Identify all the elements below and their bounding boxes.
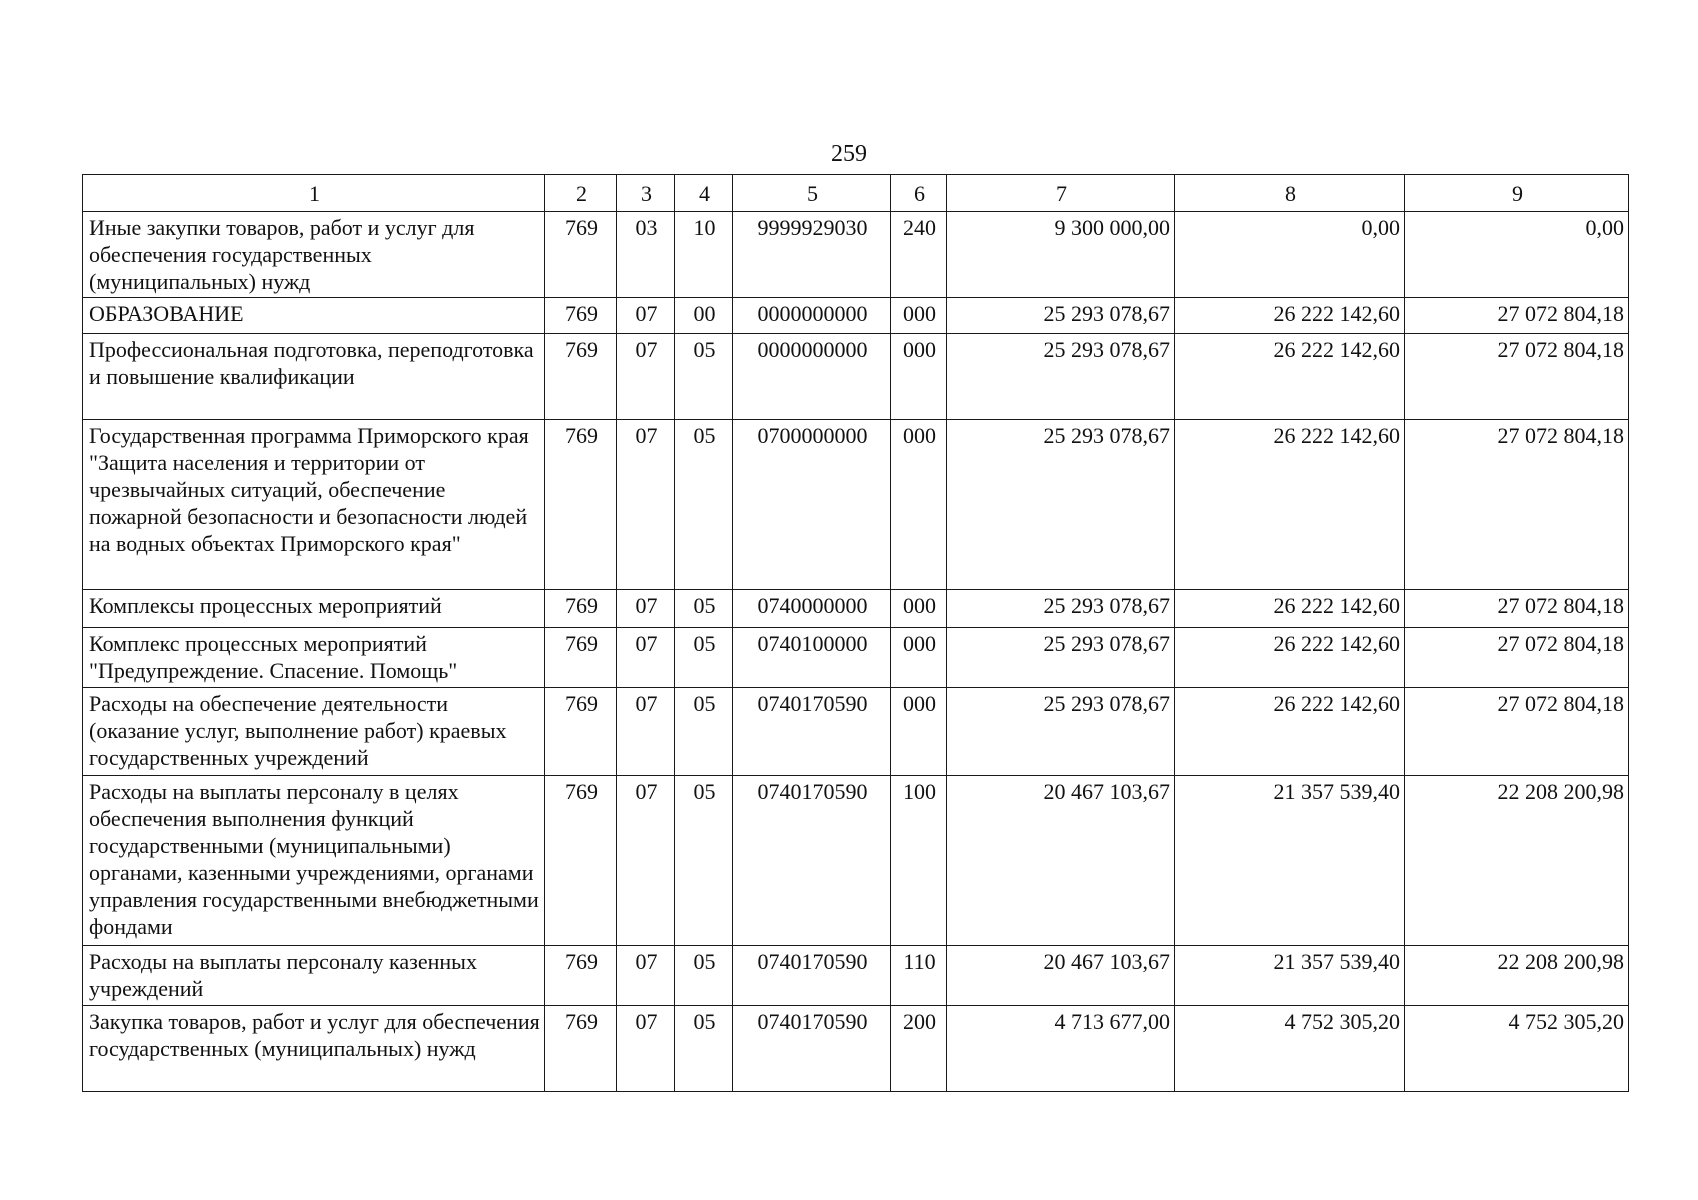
expense-type-code: 000 xyxy=(891,298,947,334)
expense-type-code: 000 xyxy=(891,420,947,590)
budget-table xyxy=(82,174,1629,1092)
expense-type-code: 000 xyxy=(891,628,947,688)
row-name: ОБРАЗОВАНИЕ xyxy=(83,298,545,334)
target-article-code: 0740170590 xyxy=(733,688,891,776)
amount-col-9: 0,00 xyxy=(1405,212,1629,298)
section-code: 07 xyxy=(617,298,675,334)
amount-col-8: 21 357 539,40 xyxy=(1175,776,1405,946)
column-header-8: 8 xyxy=(1175,175,1405,212)
amount-col-7: 25 293 078,67 xyxy=(947,334,1175,420)
column-header-5: 5 xyxy=(733,175,891,212)
subsection-code: 10 xyxy=(675,212,733,298)
table-row xyxy=(83,628,1629,688)
amount-col-7: 4 713 677,00 xyxy=(947,1006,1175,1092)
section-code: 07 xyxy=(617,590,675,628)
amount-col-8: 4 752 305,20 xyxy=(1175,1006,1405,1092)
subsection-code: 05 xyxy=(675,1006,733,1092)
amount-col-9: 27 072 804,18 xyxy=(1405,298,1629,334)
row-name: Расходы на выплаты персоналу в целях обеспечения выполнения функций государственными (муниципальными) органами, казенными учреждениями, органами управления государственными внебюджетными фондами xyxy=(83,776,545,946)
subsection-code: 05 xyxy=(675,776,733,946)
table-row xyxy=(83,334,1629,420)
subsection-code: 05 xyxy=(675,946,733,1006)
target-article-code: 0740100000 xyxy=(733,628,891,688)
row-name: Комплексы процессных мероприятий xyxy=(83,590,545,628)
subsection-code: 00 xyxy=(675,298,733,334)
subsection-code: 05 xyxy=(675,334,733,420)
admin-code: 769 xyxy=(545,298,617,334)
expense-type-code: 000 xyxy=(891,688,947,776)
subsection-code: 05 xyxy=(675,688,733,776)
amount-col-7: 25 293 078,67 xyxy=(947,688,1175,776)
section-code: 07 xyxy=(617,1006,675,1092)
column-header-3: 3 xyxy=(617,175,675,212)
section-code: 07 xyxy=(617,628,675,688)
section-code: 03 xyxy=(617,212,675,298)
target-article-code: 0740170590 xyxy=(733,776,891,946)
admin-code: 769 xyxy=(545,334,617,420)
admin-code: 769 xyxy=(545,946,617,1006)
table-row xyxy=(83,1006,1629,1092)
admin-code: 769 xyxy=(545,212,617,298)
column-header-7: 7 xyxy=(947,175,1175,212)
target-article-code: 0740000000 xyxy=(733,590,891,628)
amount-col-7: 25 293 078,67 xyxy=(947,298,1175,334)
amount-col-9: 27 072 804,18 xyxy=(1405,590,1629,628)
amount-col-7: 25 293 078,67 xyxy=(947,628,1175,688)
expense-type-code: 110 xyxy=(891,946,947,1006)
row-name: Иные закупки товаров, работ и услуг для обеспечения государственных (муниципальных) нужд xyxy=(83,212,545,298)
table-row xyxy=(83,590,1629,628)
row-name: Закупка товаров, работ и услуг для обеспечения государственных (муниципальных) нужд xyxy=(83,1006,545,1092)
subsection-code: 05 xyxy=(675,420,733,590)
amount-col-9: 27 072 804,18 xyxy=(1405,628,1629,688)
table-row xyxy=(83,298,1629,334)
column-header-6: 6 xyxy=(891,175,947,212)
table-row xyxy=(83,688,1629,776)
expense-type-code: 100 xyxy=(891,776,947,946)
row-name: Государственная программа Приморского края "Защита населения и территории от чрезвычайных ситуаций, обеспечение пожарной безопасности и безопасности людей на водных объектах Приморского края" xyxy=(83,420,545,590)
amount-col-8: 26 222 142,60 xyxy=(1175,590,1405,628)
row-name: Расходы на обеспечение деятельности (оказание услуг, выполнение работ) краевых государственных учреждений xyxy=(83,688,545,776)
amount-col-8: 26 222 142,60 xyxy=(1175,628,1405,688)
target-article-code: 9999929030 xyxy=(733,212,891,298)
amount-col-8: 26 222 142,60 xyxy=(1175,688,1405,776)
amount-col-8: 21 357 539,40 xyxy=(1175,946,1405,1006)
admin-code: 769 xyxy=(545,590,617,628)
row-name: Профессиональная подготовка, переподготовка и повышение квалификации xyxy=(83,334,545,420)
expense-type-code: 240 xyxy=(891,212,947,298)
section-code: 07 xyxy=(617,776,675,946)
amount-col-8: 26 222 142,60 xyxy=(1175,420,1405,590)
amount-col-8: 26 222 142,60 xyxy=(1175,298,1405,334)
expense-type-code: 000 xyxy=(891,334,947,420)
column-header-2: 2 xyxy=(545,175,617,212)
expense-type-code: 200 xyxy=(891,1006,947,1092)
admin-code: 769 xyxy=(545,628,617,688)
amount-col-9: 27 072 804,18 xyxy=(1405,688,1629,776)
expense-type-code: 000 xyxy=(891,590,947,628)
column-header-9: 9 xyxy=(1405,175,1629,212)
amount-col-9: 27 072 804,18 xyxy=(1405,420,1629,590)
amount-col-9: 22 208 200,98 xyxy=(1405,776,1629,946)
target-article-code: 0700000000 xyxy=(733,420,891,590)
subsection-code: 05 xyxy=(675,628,733,688)
admin-code: 769 xyxy=(545,1006,617,1092)
header-row xyxy=(83,175,1629,212)
target-article-code: 0740170590 xyxy=(733,946,891,1006)
row-name: Расходы на выплаты персоналу казенных учреждений xyxy=(83,946,545,1006)
section-code: 07 xyxy=(617,688,675,776)
admin-code: 769 xyxy=(545,420,617,590)
column-header-4: 4 xyxy=(675,175,733,212)
amount-col-7: 25 293 078,67 xyxy=(947,420,1175,590)
amount-col-7: 9 300 000,00 xyxy=(947,212,1175,298)
column-header-1: 1 xyxy=(83,175,545,212)
amount-col-9: 27 072 804,18 xyxy=(1405,334,1629,420)
page-number: 259 xyxy=(831,141,867,167)
row-name: Комплекс процессных мероприятий "Предупреждение. Спасение. Помощь" xyxy=(83,628,545,688)
section-code: 07 xyxy=(617,334,675,420)
section-code: 07 xyxy=(617,946,675,1006)
amount-col-8: 0,00 xyxy=(1175,212,1405,298)
table-row xyxy=(83,946,1629,1006)
admin-code: 769 xyxy=(545,776,617,946)
section-code: 07 xyxy=(617,420,675,590)
target-article-code: 0000000000 xyxy=(733,298,891,334)
amount-col-9: 4 752 305,20 xyxy=(1405,1006,1629,1092)
amount-col-7: 20 467 103,67 xyxy=(947,776,1175,946)
amount-col-9: 22 208 200,98 xyxy=(1405,946,1629,1006)
target-article-code: 0740170590 xyxy=(733,1006,891,1092)
table-row xyxy=(83,212,1629,298)
amount-col-7: 20 467 103,67 xyxy=(947,946,1175,1006)
subsection-code: 05 xyxy=(675,590,733,628)
table-row xyxy=(83,776,1629,946)
amount-col-8: 26 222 142,60 xyxy=(1175,334,1405,420)
amount-col-7: 25 293 078,67 xyxy=(947,590,1175,628)
admin-code: 769 xyxy=(545,688,617,776)
table-row xyxy=(83,420,1629,590)
target-article-code: 0000000000 xyxy=(733,334,891,420)
